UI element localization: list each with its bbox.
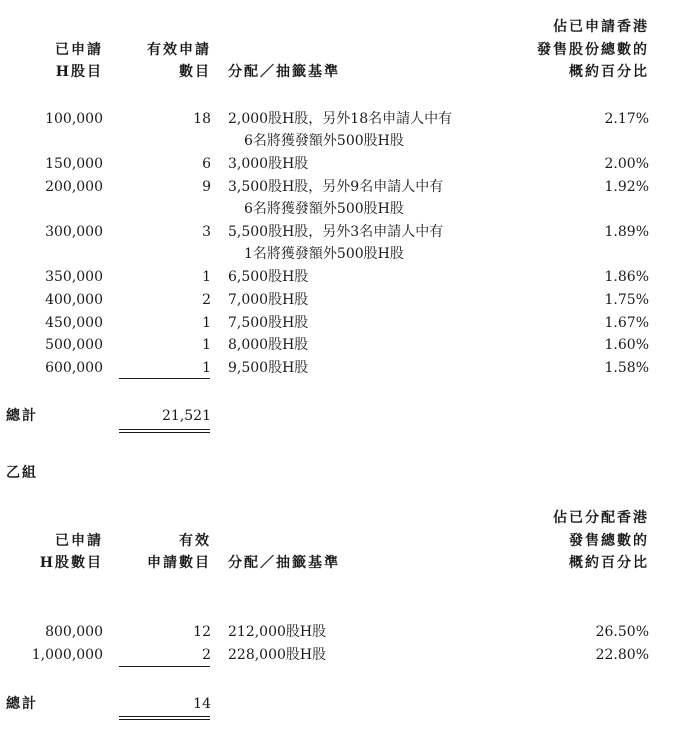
a-row-basis: 8,000股H股 <box>228 337 309 353</box>
a-row-valid: 3 <box>202 224 211 240</box>
a-row-valid: 2 <box>202 292 211 308</box>
a-total-double-rule-top <box>119 429 210 430</box>
b-header-valid-1: 有效 <box>179 533 211 549</box>
a-row-pct: 1.86% <box>604 269 649 285</box>
a-row-basis: 6,500股H股 <box>228 269 309 285</box>
a-header-valid-2: 數目 <box>179 64 211 80</box>
b-row-valid: 12 <box>193 624 211 640</box>
a-row-valid: 1 <box>202 269 211 285</box>
a-row-basis-cont: 6名將獲發額外500股H股 <box>244 201 404 217</box>
b-total-value: 14 <box>193 696 211 712</box>
a-row-pct: 1.67% <box>604 315 649 331</box>
b-header-pct-1: 佔已分配香港 <box>553 510 649 526</box>
a-row-basis: 2,000股H股，另外18名申請人中有 <box>228 111 453 127</box>
a-row-basis: 3,500股H股，另外9名申請人中有 <box>228 179 444 195</box>
a-total-value: 21,521 <box>162 408 211 424</box>
a-row-basis: 7,000股H股 <box>228 292 309 308</box>
a-row-applied: 200,000 <box>45 179 103 195</box>
b-row-applied: 800,000 <box>45 624 103 640</box>
b-total-double-rule-top <box>119 716 210 717</box>
b-subtotal-rule <box>119 666 210 667</box>
a-row-basis-cont: 1名將獲發額外500股H股 <box>244 246 404 262</box>
b-row-valid: 2 <box>202 647 211 663</box>
a-row-pct: 1.92% <box>604 179 649 195</box>
b-header-valid-2: 申請數目 <box>147 555 211 571</box>
b-header-basis: 分配／抽籤基準 <box>228 555 340 571</box>
a-header-pct-3: 概約百分比 <box>569 64 649 80</box>
a-row-applied: 450,000 <box>45 315 103 331</box>
b-header-pct-3: 概約百分比 <box>569 555 649 571</box>
a-row-basis: 5,500股H股，另外3名申請人中有 <box>228 224 444 240</box>
b-row-basis: 228,000股H股 <box>228 647 327 663</box>
a-row-valid: 18 <box>193 111 211 127</box>
a-header-pct-2: 發售股份總數的 <box>537 42 649 58</box>
b-header-applied-1: 已申請 <box>55 533 103 549</box>
a-row-valid: 1 <box>202 360 211 376</box>
a-header-valid-1: 有效申請 <box>147 42 211 58</box>
a-header-applied-1: 已申請 <box>55 42 103 58</box>
a-row-basis: 9,500股H股 <box>228 360 309 376</box>
a-total-double-rule-bottom <box>119 432 210 433</box>
b-row-basis: 212,000股H股 <box>228 624 327 640</box>
a-row-pct: 1.75% <box>604 292 649 308</box>
b-row-applied: 1,000,000 <box>31 647 103 663</box>
b-row-pct: 26.50% <box>595 624 649 640</box>
a-row-valid: 1 <box>202 315 211 331</box>
a-header-applied-2: H股目 <box>55 64 103 80</box>
a-row-basis: 7,500股H股 <box>228 315 309 331</box>
a-row-applied: 150,000 <box>45 156 103 172</box>
a-row-applied: 350,000 <box>45 269 103 285</box>
a-row-pct: 1.89% <box>604 224 649 240</box>
a-row-pct: 1.58% <box>604 360 649 376</box>
b-header-pct-2: 發售總數的 <box>569 533 649 549</box>
a-row-valid: 9 <box>202 179 211 195</box>
a-subtotal-rule <box>119 378 210 379</box>
b-row-pct: 22.80% <box>595 647 649 663</box>
b-header-applied-2: H股數目 <box>39 555 103 571</box>
a-header-basis: 分配／抽籤基準 <box>228 64 340 80</box>
a-row-applied: 500,000 <box>45 337 103 353</box>
b-total-label: 總計 <box>6 696 38 712</box>
a-row-pct: 2.00% <box>604 156 649 172</box>
a-row-applied: 300,000 <box>45 224 103 240</box>
a-row-applied: 400,000 <box>45 292 103 308</box>
a-total-label: 總計 <box>6 408 38 424</box>
b-group-title: 乙組 <box>6 465 38 481</box>
a-row-pct: 1.60% <box>604 337 649 353</box>
a-row-applied: 100,000 <box>45 111 103 127</box>
a-row-basis-cont: 6名將獲發額外500股H股 <box>244 133 404 149</box>
a-row-applied: 600,000 <box>45 360 103 376</box>
b-total-double-rule-bottom <box>119 719 210 720</box>
a-row-valid: 6 <box>202 156 211 172</box>
a-header-pct-1: 佔已申請香港 <box>553 19 649 35</box>
a-row-pct: 2.17% <box>604 111 649 127</box>
a-row-valid: 1 <box>202 337 211 353</box>
a-row-basis: 3,000股H股 <box>228 156 309 172</box>
